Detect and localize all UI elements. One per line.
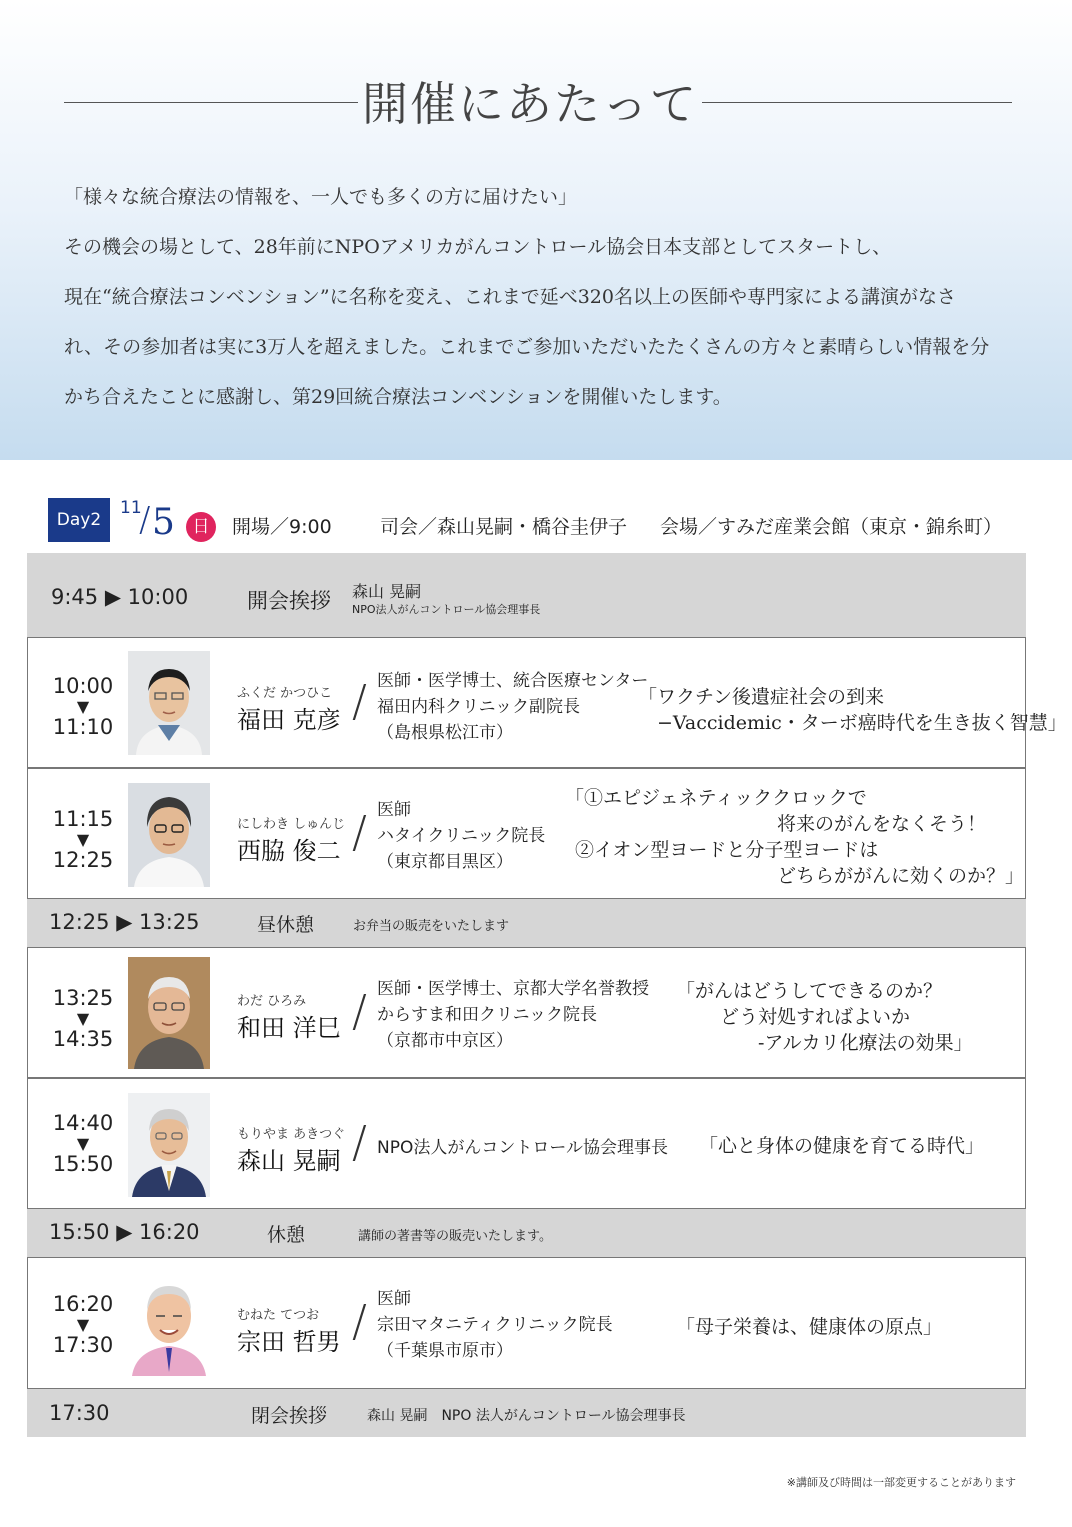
intro-line: その機会の場として、28年前にNPOアメリカがんコントロール協会日本支部としてスタートし、 <box>64 236 892 258</box>
speaker-kana: むねた てつお <box>237 1308 320 1323</box>
affiliation-line: 医師・医学博士、京都大学名誉教授 <box>377 979 649 999</box>
start-time: 13:25 <box>52 986 114 1010</box>
date-day: 5 <box>152 502 175 543</box>
intro-line: 現在“統合療法コンベンション”に名称を変え、これまで延べ320名以上の医師や専門家による講演がなさ <box>64 286 956 308</box>
row-time: 12:25 ▶ 13:25 <box>49 910 200 934</box>
row-time: 9:45 ▶ 10:00 <box>51 585 189 609</box>
row-title: 休憩 <box>267 1224 306 1246</box>
speaker-role: NPO法人がんコントロール協会理事長 <box>352 603 541 616</box>
divider-slash: / <box>352 1296 367 1347</box>
arrow-down-icon: ▼ <box>76 1134 90 1153</box>
talk-title <box>565 785 1024 889</box>
date-month: 11 <box>120 498 142 518</box>
speaker-kana: わだ ひろみ <box>237 994 307 1009</box>
mc-info: 司会／森山晃嗣・橋谷圭伊子 <box>380 516 628 538</box>
start-time: 14:40 <box>52 1111 114 1135</box>
speaker-name: 森山 晃嗣 <box>237 1147 341 1175</box>
arrow-down-icon: ▼ <box>76 1315 90 1334</box>
affiliation-line: 宗田マタニティクリニック院長 <box>377 1315 613 1335</box>
talk-line: 「母子栄養は、健康体の原点」 <box>676 1316 943 1338</box>
affiliation-line: 福田内科クリニック副院長 <box>377 697 580 717</box>
speaker-affiliation <box>377 1135 668 1161</box>
arrow-down-icon: ▼ <box>76 697 90 716</box>
closing-row <box>27 1389 1026 1437</box>
session-time <box>28 1113 138 1175</box>
talk-title <box>676 1314 942 1340</box>
end-time: 12:25 <box>52 848 114 872</box>
speaker-kana: にしわき しゅんじ <box>237 817 346 832</box>
speaker-kana: ふくだ かつひこ <box>237 686 333 701</box>
row-time: 15:50 ▶ 16:20 <box>49 1220 200 1244</box>
page-title: 開催にあたって <box>362 77 698 131</box>
speaker-photo <box>128 783 210 887</box>
talk-line: 「ワクチン後遺症社会の到来 <box>638 686 885 708</box>
talk-title <box>699 1133 984 1159</box>
row-note: 講師の著書等の販売いたします。 <box>358 1229 552 1244</box>
affiliation-line: （島根県松江市） <box>377 723 513 743</box>
lunch-row <box>27 899 1026 947</box>
intro-line: 「様々な統合療法の情報を、一人でも多くの方に届けたい」 <box>64 186 578 208</box>
affiliation-line: （東京都目黒区） <box>377 852 513 872</box>
intro-section <box>0 0 1072 460</box>
day-header <box>0 498 1072 548</box>
affiliation-line: 医師・医学博士、統合医療センター <box>377 671 649 691</box>
start-time: 11:15 <box>52 807 114 831</box>
intro-line: かち合えたことに感謝し、第29回統合療法コンベンションを開催いたします。 <box>64 386 732 408</box>
intro-line: れ、その参加者は実に3万人を超えました。これまでご参加いただいたたくさんの方々と素晴らしい情報を分 <box>64 336 990 358</box>
speaker-photo <box>128 1093 210 1197</box>
affiliation-line: （千葉県市原市） <box>377 1341 513 1361</box>
divider-slash: / <box>352 986 367 1037</box>
talk-title <box>676 978 973 1056</box>
talk-line: どちらががんに効くのか？」 <box>777 865 1025 887</box>
date-slash: / <box>139 500 151 540</box>
session-time <box>28 809 138 871</box>
session-time <box>28 676 138 738</box>
talk-line: -アルカリ化療法の効果」 <box>758 1032 973 1054</box>
affiliation-line: NPO法人がんコントロール協会理事長 <box>377 1138 669 1158</box>
title-rule-right <box>702 102 1012 103</box>
affiliation-line: 医師 <box>377 1289 411 1309</box>
session-row <box>27 947 1026 1078</box>
session-row <box>27 1257 1026 1389</box>
affiliation-line: 医師 <box>377 800 411 820</box>
session-row <box>27 768 1026 899</box>
opening-row <box>27 553 1026 637</box>
open-time: 開場／9:00 <box>232 516 332 538</box>
divider-slash: / <box>352 807 367 858</box>
speaker-name: 和田 洋巳 <box>237 1014 341 1042</box>
row-title: 閉会挨拶 <box>251 1405 328 1427</box>
weekday-badge: 日 <box>186 512 216 542</box>
talk-line: 将来のがんをなくそう！ <box>777 813 987 835</box>
session-time <box>28 1294 138 1356</box>
session-row <box>27 637 1067 768</box>
speaker-photo <box>128 651 210 755</box>
speaker-name: 宗田 哲男 <box>237 1328 341 1356</box>
talk-line: 「①エピジェネティッククロックで <box>565 787 867 809</box>
break-row <box>27 1209 1026 1257</box>
row-note: お弁当の販売をいたします <box>353 919 510 934</box>
end-time: 14:35 <box>52 1027 114 1051</box>
end-time: 17:30 <box>52 1333 114 1357</box>
talk-title <box>638 684 1067 736</box>
session-row <box>27 1078 1026 1209</box>
speaker-name: 福田 克彦 <box>237 706 341 734</box>
speaker-photo <box>128 1272 210 1376</box>
row-time: 17:30 <box>49 1401 110 1425</box>
divider-slash: / <box>352 676 367 727</box>
row-title: 昼休憩 <box>257 914 315 936</box>
row-title: 開会挨拶 <box>247 589 331 613</box>
speaker-name: 西脇 俊二 <box>237 837 341 865</box>
affiliation-line: （京都市中京区） <box>377 1031 513 1051</box>
day-badge: Day2 <box>48 498 110 542</box>
end-time: 15:50 <box>52 1152 114 1176</box>
start-time: 16:20 <box>52 1292 114 1316</box>
talk-line: −Vaccidemic・ターボ癌時代を生き抜く智慧」 <box>638 712 1067 734</box>
speaker-affiliation <box>377 976 649 1054</box>
session-time <box>28 988 138 1050</box>
arrow-down-icon: ▼ <box>76 1009 90 1028</box>
talk-line: ②イオン型ヨードと分子型ヨードは <box>575 839 879 861</box>
speaker-affiliation <box>377 668 648 746</box>
footnote: ※講師及び時間は一部変更することがあります <box>786 1476 1016 1489</box>
speaker-photo <box>128 957 210 1069</box>
talk-line: どう対処すればよいか <box>720 1006 911 1028</box>
title-rule-left <box>64 102 358 103</box>
venue-info: 会場／すみだ産業会館（東京・錦糸町） <box>660 516 1003 538</box>
affiliation-line: ハタイクリニック院長 <box>377 826 546 846</box>
affiliation-line: からすま和田クリニック院長 <box>377 1005 597 1025</box>
talk-line: 「心と身体の健康を育てる時代」 <box>699 1135 985 1157</box>
speaker-name: 森山 晃嗣 <box>352 582 422 601</box>
end-time: 11:10 <box>52 715 114 739</box>
divider-slash: / <box>352 1117 367 1168</box>
arrow-down-icon: ▼ <box>76 830 90 849</box>
talk-line: 「がんはどうしてできるのか？ <box>676 980 943 1002</box>
speaker-affiliation <box>377 797 545 875</box>
speaker-affiliation <box>377 1286 613 1364</box>
start-time: 10:00 <box>52 674 114 698</box>
speaker-kana: もりやま あきつぐ <box>237 1127 346 1142</box>
row-note: 森山 晃嗣 NPO 法人がんコントロール協会理事長 <box>367 1408 686 1424</box>
